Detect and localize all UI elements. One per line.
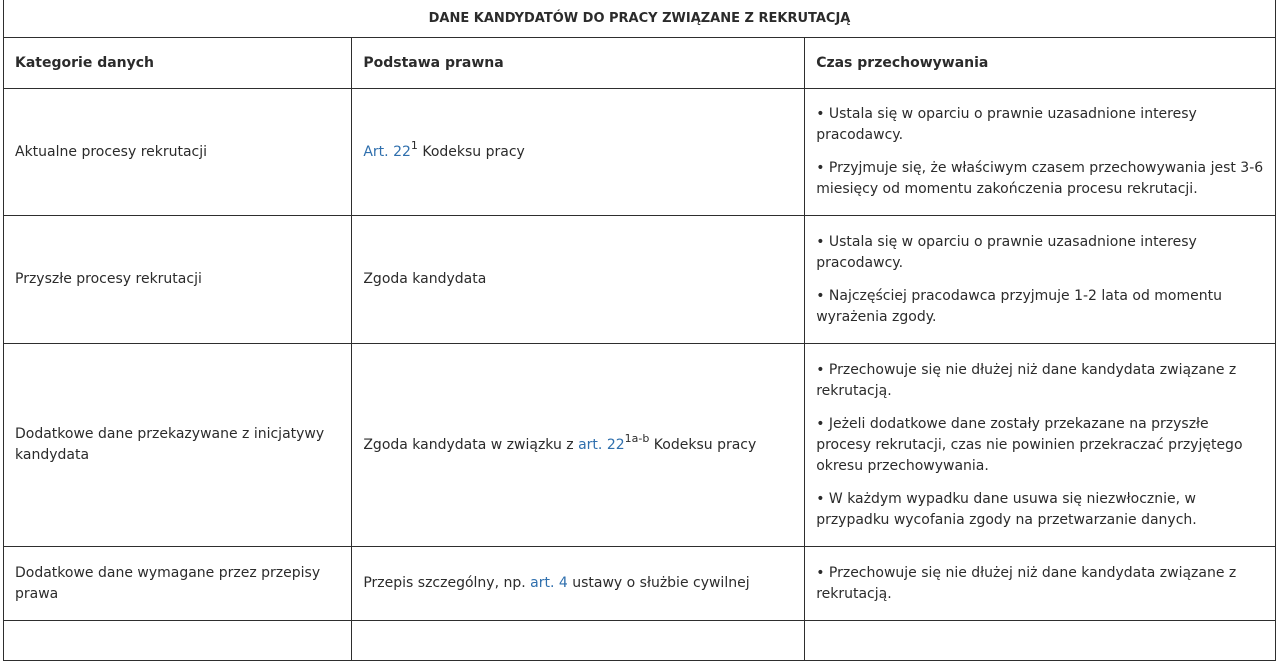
row-category xyxy=(4,621,352,661)
retention-bullet: • Ustala się w oparciu o prawnie uzasadnione interesy pracodawcy. xyxy=(816,106,1197,143)
retention-bullet: • Przechowuje się nie dłużej niż dane kandydata związane z rekrutacją. xyxy=(816,564,1237,602)
row-retention-period xyxy=(805,89,1276,216)
retention-bullet: • Przyjmuje się, że właściwym czasem przechowywania jest 3-6 miesięcy od momentu zakończenia procesu rekrutacji. xyxy=(816,160,1264,197)
row-retention-period xyxy=(805,547,1276,621)
header-legal-basis: Podstawa prawna xyxy=(352,38,805,89)
row-legal-basis xyxy=(352,547,805,621)
table-title-row xyxy=(4,0,1276,38)
table-row xyxy=(4,344,1276,547)
retention-bullet: • Jeżeli dodatkowe dane zostały przekazane na przyszłe procesy rekrutacji, czas nie powinien przekraczać przyjętego okresu przechowywania. xyxy=(816,415,1243,474)
law-article-link[interactable]: Art. 22 xyxy=(363,143,411,160)
basis-text-after: Kodeksu pracy xyxy=(649,436,757,453)
basis-text-before: Przepis szczególny, np. xyxy=(363,575,531,591)
row-retention-period xyxy=(805,216,1276,344)
header-category: Kategorie danych xyxy=(4,38,352,89)
row-legal-basis xyxy=(352,89,805,216)
row-legal-basis xyxy=(352,621,805,661)
table-title: DANE KANDYDATÓW DO PRACY ZWIĄZANE Z REKRUTACJĄ xyxy=(4,0,1276,38)
row-category: Dodatkowe dane wymagane przez przepisy prawa xyxy=(4,547,352,621)
table-row xyxy=(4,89,1276,216)
table-row xyxy=(4,216,1276,344)
table-row-partial xyxy=(4,621,1276,661)
row-legal-basis xyxy=(352,344,805,547)
candidate-data-retention-table xyxy=(3,0,1276,661)
article-superscript: 1 xyxy=(410,138,418,152)
retention-bullet: • Przechowuje się nie dłużej niż dane kandydata związane z rekrutacją. xyxy=(816,361,1237,399)
header-retention-period: Czas przechowywania xyxy=(805,38,1276,89)
table-row xyxy=(4,547,1276,621)
row-retention-period xyxy=(805,344,1276,547)
row-category: Przyszłe procesy rekrutacji xyxy=(4,216,352,344)
basis-text-after: ustawy o służbie cywilnej xyxy=(567,575,750,591)
row-category: Aktualne procesy rekrutacji xyxy=(4,89,352,216)
retention-bullet: • Najczęściej pracodawca przyjmuje 1-2 lata od momentu wyrażenia zgody. xyxy=(816,287,1222,325)
law-article-link[interactable]: art. 22 xyxy=(578,436,625,453)
article-superscript: 1a-b xyxy=(624,431,650,445)
law-article-link[interactable]: art. 4 xyxy=(530,575,568,591)
table-header-row xyxy=(4,38,1276,89)
row-retention-period xyxy=(805,621,1276,661)
row-category: Dodatkowe dane przekazywane z inicjatywy kandydata xyxy=(4,344,352,547)
basis-text-after: Kodeksu pracy xyxy=(417,143,525,160)
retention-table-container xyxy=(3,0,1276,661)
retention-bullet: • W każdym wypadku dane usuwa się niezwłocznie, w przypadku wycofania zgody na przetwarzanie danych. xyxy=(816,490,1197,528)
row-legal-basis: Zgoda kandydata xyxy=(352,216,805,344)
basis-text-before: Zgoda kandydata w związku z xyxy=(363,436,579,453)
retention-bullet: • Ustala się w oparciu o prawnie uzasadnione interesy pracodawcy. xyxy=(816,233,1197,271)
